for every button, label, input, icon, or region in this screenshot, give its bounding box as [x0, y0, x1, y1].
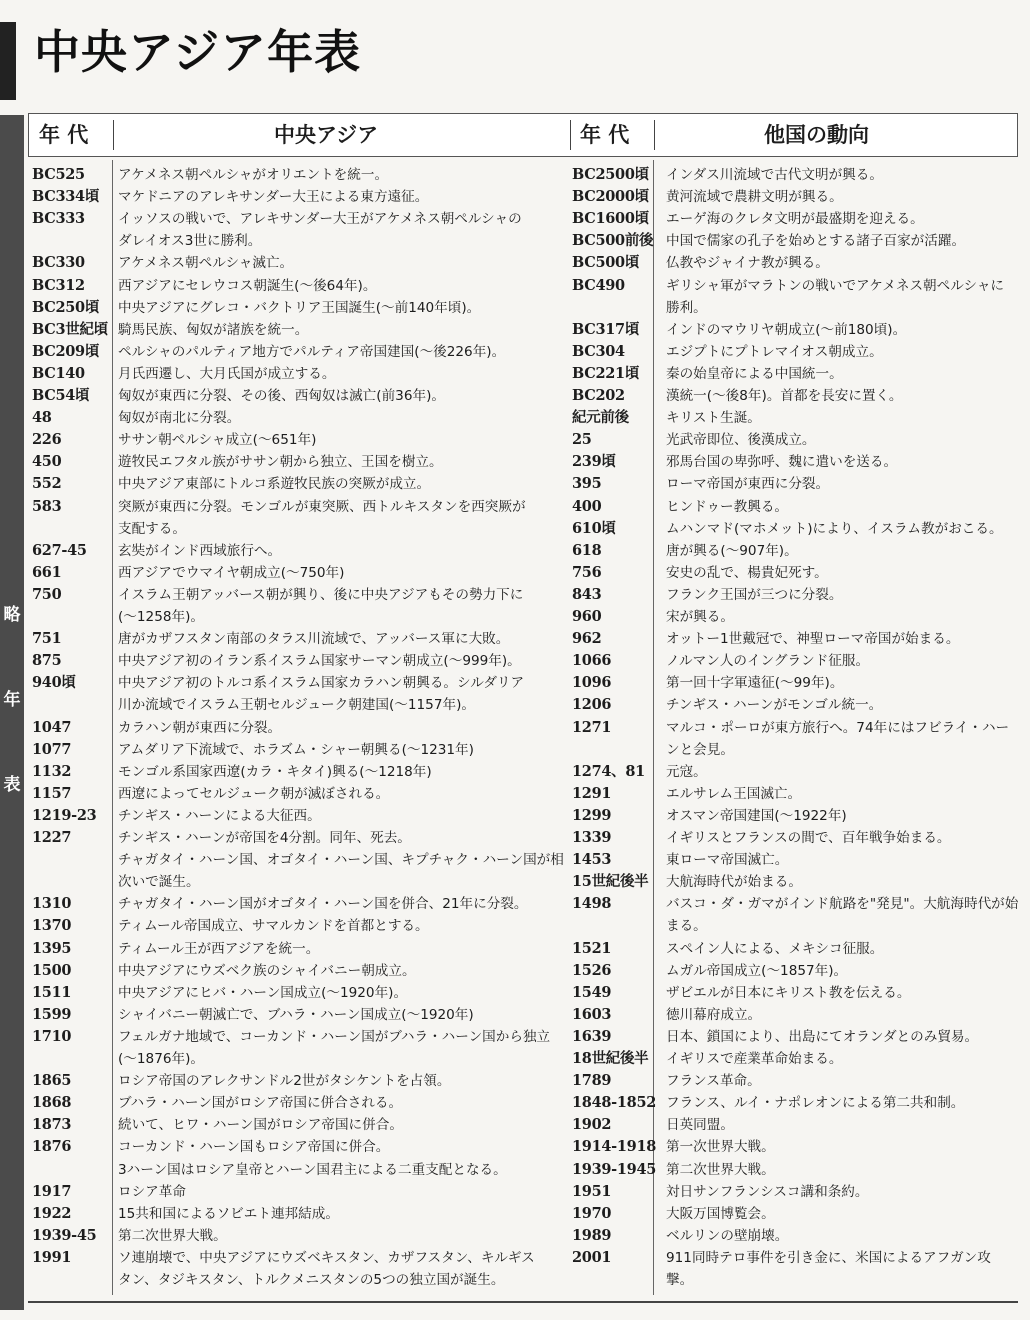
- central-asia-event-text: 中央アジア初のトルコ系イスラム国家カラハン朝興る。シルダリア: [118, 675, 525, 692]
- central-asia-event-text: 玄奘がインド西域旅行へ。: [118, 542, 282, 559]
- world-year: 15世紀後半: [572, 873, 649, 891]
- central-asia-event-text: ティムール帝国成立、サマルカンドを首都とする。: [118, 918, 429, 935]
- central-asia-event-text: イッソスの戦いで、アレキサンダー大王がアケメネス朝ペルシャの: [118, 211, 522, 228]
- world-event-text: チンギス・ハーンがモンゴル統一。: [666, 697, 883, 714]
- central-asia-year: BC54頃: [32, 387, 90, 404]
- central-asia-year: 1511: [32, 983, 72, 1001]
- world-event-text: 勝利。: [666, 299, 707, 316]
- central-asia-event-text: 支配する。: [118, 520, 186, 537]
- central-asia-year: 583: [32, 497, 62, 515]
- world-event-text: フランク王国が三つに分裂。: [666, 586, 843, 603]
- header-divider: [113, 120, 114, 150]
- central-asia-event-text: (〜1876年)。: [118, 1051, 204, 1067]
- central-asia-event-text: 次いで誕生。: [118, 874, 200, 891]
- world-year: 1291: [572, 784, 612, 802]
- world-event-text: エジプトにプトレマイオス朝成立。: [666, 343, 883, 360]
- header-era-left: 年 代: [39, 123, 89, 147]
- world-year: 1970: [572, 1204, 612, 1222]
- world-year: 1498: [572, 895, 612, 913]
- world-year: BC490: [572, 276, 625, 294]
- side-label-2: 年: [3, 690, 21, 710]
- central-asia-event-text: 遊牧民エフタル族がササン朝から独立、王国を樹立。: [118, 454, 443, 471]
- world-event-text: 中国で儒家の孔子を始めとする諸子百家が活躍。: [666, 233, 966, 250]
- world-event-text: ムガル帝国成立(〜1857年)。: [666, 962, 848, 979]
- world-event-text: 仏教やジャイナ教が興る。: [666, 255, 829, 272]
- central-asia-event-text: ブハラ・ハーン国がロシア帝国に併合される。: [118, 1095, 403, 1112]
- world-year: BC304: [572, 342, 625, 360]
- world-year: BC500頃: [572, 254, 640, 272]
- world-event-text: 邪馬台国の卑弥呼、魏に遣いを送る。: [666, 454, 898, 471]
- world-year: 1639: [572, 1027, 612, 1045]
- central-asia-year: 1157: [32, 784, 72, 802]
- world-year: 1951: [572, 1182, 612, 1200]
- world-year: 紀元前後: [572, 409, 629, 427]
- world-year: 395: [572, 475, 602, 493]
- header-era-right: 年 代: [580, 123, 630, 147]
- world-year: 962: [572, 630, 602, 648]
- world-event-text: ギリシャ軍がマラトンの戦いでアケメネス朝ペルシャに: [666, 277, 1005, 294]
- central-asia-event-text: ペルシャのパルティア地方でパルティア帝国建国(〜後226年)。: [118, 343, 506, 360]
- world-year: 1902: [572, 1116, 612, 1134]
- central-asia-year: 1922: [32, 1204, 72, 1222]
- central-asia-year: 1395: [32, 939, 72, 957]
- timeline-table: [28, 164, 1018, 1294]
- central-asia-year: 450: [32, 453, 62, 471]
- world-year: 1526: [572, 961, 612, 979]
- world-year: 1096: [572, 674, 612, 692]
- central-asia-year: BC525: [32, 166, 85, 183]
- central-asia-event-text: ササン朝ペルシャ成立(〜651年): [118, 432, 317, 449]
- central-asia-year: 1710: [32, 1027, 72, 1045]
- world-event-text: 東ローマ帝国滅亡。: [666, 852, 789, 869]
- world-event-text: 第一回十字軍遠征(〜99年)。: [666, 675, 844, 692]
- world-event-text: 第一次世界大戦。: [666, 1139, 775, 1156]
- world-year: 1789: [572, 1072, 612, 1090]
- central-asia-event-text: 第二次世界大戦。: [118, 1227, 227, 1244]
- world-event-text: オスマン帝国建国(〜1922年): [666, 807, 847, 824]
- central-asia-year: 1868: [32, 1094, 72, 1112]
- central-asia-event-text: チンギス・ハーンが帝国を4分割。同年、死去。: [118, 830, 411, 846]
- central-asia-event-text: ダレイオス3世に勝利。: [118, 233, 262, 250]
- world-year: BC1600頃: [572, 210, 649, 228]
- central-asia-year: 48: [32, 409, 52, 427]
- central-asia-year: 627-45: [32, 541, 87, 559]
- central-asia-event-text: タン、タジキスタン、トルクメニスタンの5つの独立国が誕生。: [118, 1272, 505, 1288]
- central-asia-event-text: チャガタイ・ハーン国、オゴタイ・ハーン国、キプチャク・ハーン国が相: [118, 852, 564, 869]
- central-asia-event-text: 15共和国によるソビエト連邦結成。: [118, 1205, 339, 1222]
- central-asia-year: 1310: [32, 895, 72, 913]
- central-asia-year: 1865: [32, 1072, 72, 1090]
- central-asia-year: BC330: [32, 254, 85, 272]
- world-event-text: ベルリンの壁崩壊。: [666, 1227, 789, 1244]
- central-asia-event-text: アケメネス朝ペルシャがオリエントを統一。: [118, 167, 389, 183]
- central-asia-event-text: 中央アジアにウズベク族のシャイバニー朝成立。: [118, 962, 416, 979]
- world-year: 1453: [572, 851, 612, 869]
- central-asia-event-text: アケメネス朝ペルシャ滅亡。: [118, 255, 294, 272]
- central-asia-year: 1219-23: [32, 806, 97, 824]
- world-event-text: 安史の乱で、楊貴妃死す。: [666, 564, 828, 581]
- bottom-rule: [28, 1301, 1018, 1303]
- world-year: 1848-1852: [572, 1094, 657, 1112]
- world-event-text: 第二次世界大戦。: [666, 1161, 775, 1178]
- header-divider: [654, 120, 655, 150]
- table-header: [28, 113, 1018, 157]
- world-event-text: 対日サンフランシスコ講和条約。: [666, 1183, 869, 1200]
- central-asia-event-text: マケドニアのアレキサンダー大王による東方遠征。: [118, 189, 429, 206]
- title-accent-bar: [0, 22, 16, 100]
- world-event-text: 撃。: [666, 1272, 694, 1288]
- world-year: 1299: [572, 806, 612, 824]
- central-asia-year: BC333: [32, 210, 85, 228]
- central-asia-event-text: 西遼によってセルジューク朝が滅ぼされる。: [118, 785, 390, 802]
- side-tab: [0, 115, 24, 1310]
- central-asia-year: 1991: [32, 1248, 72, 1266]
- central-asia-event-text: 中央アジアにヒバ・ハーン国成立(〜1920年)。: [118, 984, 408, 1001]
- world-event-text: フランス革命。: [666, 1073, 761, 1090]
- world-year: 239頃: [572, 453, 616, 471]
- world-event-text: 911同時テロ事件を引き金に、米国によるアフガン攻: [666, 1249, 991, 1266]
- central-asia-event-text: モンゴル系国家西遼(カラ・キタイ)興る(〜1218年): [118, 763, 432, 780]
- world-event-text: 大阪万国博覧会。: [666, 1205, 775, 1222]
- world-year: BC221頃: [572, 364, 640, 382]
- central-asia-event-text: 中央アジア東部にトルコ系遊牧民族の突厥が成立。: [118, 476, 431, 493]
- central-asia-year: BC3世紀頃: [32, 320, 108, 338]
- central-asia-event-text: アムダリア下流域で、ホラズム・シャー朝興る(〜1231年): [118, 741, 474, 758]
- central-asia-event-text: 匈奴が南北に分裂。: [118, 410, 241, 427]
- world-event-text: 漢統一(〜後8年)。首都を長安に置く。: [666, 388, 903, 404]
- world-year: BC2000頃: [572, 188, 649, 206]
- world-year: BC2500頃: [572, 166, 649, 183]
- side-label-3: 表: [3, 775, 21, 795]
- world-event-text: 日英同盟。: [666, 1117, 734, 1134]
- central-asia-year: BC250頃: [32, 298, 100, 316]
- central-asia-event-text: カラハン朝が東西に分裂。: [118, 719, 282, 736]
- central-asia-event-text: (〜1258年)。: [118, 609, 204, 625]
- world-event-text: ムハンマド(マホメット)により、イスラム教がおこる。: [666, 520, 1003, 537]
- central-asia-event-text: コーカンド・ハーン国もロシア帝国に併合。: [118, 1139, 390, 1156]
- central-asia-event-text: イスラム王朝アッバース朝が興り、後に中央アジアもその勢力下に: [118, 586, 524, 603]
- world-event-text: ヒンドゥー教興る。: [666, 498, 789, 515]
- world-year: 400: [572, 497, 602, 515]
- world-event-text: バスコ・ダ・ガマがインド航路を"発見"。大航海時代が始: [666, 896, 1019, 913]
- world-event-text: インダス川流域で古代文明が興る。: [666, 167, 883, 183]
- central-asia-year: BC334頃: [32, 188, 100, 206]
- central-asia-event-text: シャイバニー朝滅亡で、ブハラ・ハーン国成立(〜1920年): [118, 1006, 474, 1023]
- central-asia-event-text: チャガタイ・ハーン国がオゴタイ・ハーン国を併合、21年に分裂。: [118, 896, 528, 913]
- central-asia-year: 1876: [32, 1138, 72, 1156]
- world-event-text: ノルマン人のイングランド征服。: [666, 653, 870, 670]
- central-asia-year: 1500: [32, 961, 72, 979]
- world-year: 1549: [572, 983, 612, 1001]
- world-event-text: 黄河流域で農耕文明が興る。: [666, 189, 843, 206]
- world-year: BC317頃: [572, 320, 640, 338]
- central-asia-event-text: 西アジアにセレウコス朝誕生(〜後64年)。: [118, 277, 377, 294]
- central-asia-event-text: 中央アジアにグレコ・バクトリア王国誕生(〜前140年頃)。: [118, 299, 481, 316]
- central-asia-year: 1132: [32, 762, 72, 780]
- world-event-text: フランス、ルイ・ナポレオンによる第二共和制。: [666, 1095, 965, 1112]
- central-asia-event-text: ロシア帝国のアレクサンドル2世がタシケントを占領。: [118, 1073, 451, 1090]
- central-asia-year: BC140: [32, 364, 85, 382]
- world-year: 1914-1918: [572, 1138, 657, 1156]
- world-event-text: イギリスで産業革命始まる。: [666, 1051, 843, 1067]
- world-event-text: 光武帝即位、後漢成立。: [666, 432, 816, 449]
- world-year: 756: [572, 563, 602, 581]
- central-asia-event-text: 匈奴が東西に分裂、その後、西匈奴は滅亡(前36年)。: [118, 388, 445, 404]
- central-asia-event-text: 月氏西遷し、大月氏国が成立する。: [118, 365, 336, 382]
- world-year: 1989: [572, 1226, 612, 1244]
- central-asia-year: BC209頃: [32, 342, 100, 360]
- world-event-text: 日本、鎖国により、出島にてオランダとのみ貿易。: [666, 1028, 979, 1045]
- central-asia-year: 940頃: [32, 674, 76, 692]
- world-event-text: マルコ・ポーロが東方旅行へ。74年にはフビライ・ハー: [666, 719, 1010, 736]
- central-asia-event-text: 中央アジア初のイラン系イスラム国家サーマン朝成立(〜999年)。: [118, 653, 521, 670]
- central-asia-event-text: 唐がカザフスタン南部のタラス川流域で、アッバース軍に大敗。: [118, 631, 510, 648]
- central-asia-year: 1873: [32, 1116, 72, 1134]
- central-asia-year: 1227: [32, 829, 72, 846]
- central-asia-year: 1370: [32, 917, 72, 935]
- world-year: 25: [572, 431, 592, 449]
- world-event-text: ンと会見。: [666, 741, 734, 758]
- central-asia-year: 661: [32, 563, 62, 581]
- world-event-text: ローマ帝国が東西に分裂。: [666, 476, 830, 493]
- world-year: 843: [572, 585, 602, 603]
- central-asia-event-text: フェルガナ地域で、コーカンド・ハーン国がブハラ・ハーン国から独立: [118, 1028, 551, 1045]
- central-asia-year: 1599: [32, 1005, 72, 1023]
- central-asia-year: 226: [32, 431, 62, 449]
- world-event-text: エルサレム王国滅亡。: [666, 785, 802, 802]
- world-event-text: 唐が興る(〜907年)。: [666, 542, 798, 559]
- central-asia-event-text: ロシア革命: [118, 1183, 186, 1200]
- world-year: 960: [572, 608, 602, 625]
- central-asia-year: 1047: [32, 718, 72, 736]
- central-asia-event-text: 続いて、ヒワ・ハーン国がロシア帝国に併合。: [118, 1117, 403, 1134]
- world-year: 18世紀後半: [572, 1050, 649, 1067]
- world-year: 1271: [572, 718, 612, 736]
- world-year: 1521: [572, 939, 612, 957]
- central-asia-year: 1917: [32, 1182, 72, 1200]
- central-asia-year: 1939-45: [32, 1226, 97, 1244]
- world-year: 610頃: [572, 519, 616, 537]
- central-asia-year: 875: [32, 652, 62, 670]
- world-event-text: キリスト生誕。: [666, 410, 761, 427]
- world-year: 1066: [572, 652, 612, 670]
- world-year: 1274、81: [572, 762, 645, 780]
- central-asia-year: 552: [32, 475, 62, 493]
- world-event-text: 徳川幕府成立。: [666, 1006, 762, 1023]
- header-central-asia: 中央アジア: [274, 123, 379, 147]
- world-event-text: 秦の始皇帝による中国統一。: [666, 365, 843, 382]
- world-year: BC202: [572, 387, 625, 404]
- central-asia-year: 1077: [32, 740, 72, 758]
- central-asia-year: 751: [32, 630, 62, 648]
- world-event-text: オットー1世戴冠で、神聖ローマ帝国が始まる。: [666, 631, 960, 648]
- central-asia-event-text: チンギス・ハーンによる大征西。: [118, 807, 321, 824]
- central-asia-event-text: ソ連崩壊で、中央アジアにウズベキスタン、カザフスタン、キルギス: [118, 1249, 535, 1266]
- world-event-text: まる。: [666, 918, 707, 935]
- side-label-1: 略: [3, 605, 21, 625]
- world-year: 1339: [572, 829, 612, 846]
- world-event-text: ザビエルが日本にキリスト教を伝える。: [666, 984, 911, 1001]
- world-year: BC500前後: [572, 232, 654, 250]
- world-year: 1603: [572, 1005, 612, 1023]
- central-asia-event-text: 川か流域でイスラム王朝セルジューク朝建国(〜1157年)。: [118, 697, 475, 714]
- header-world-trends: 他国の動向: [764, 123, 869, 147]
- world-year: 1206: [572, 696, 612, 714]
- world-year: 618: [572, 541, 602, 559]
- world-year: 2001: [572, 1248, 612, 1266]
- world-event-text: 元寇。: [666, 763, 707, 780]
- world-event-text: 大航海時代が始まる。: [666, 874, 802, 891]
- central-asia-year: BC312: [32, 276, 85, 294]
- world-year: 1939-1945: [572, 1160, 657, 1178]
- world-event-text: インドのマウリヤ朝成立(〜前180頃)。: [666, 321, 907, 338]
- central-asia-year: 750: [32, 585, 62, 603]
- header-divider: [570, 120, 571, 150]
- central-asia-event-text: 突厥が東西に分裂。モンゴルが東突厥、西トルキスタンを西突厥が: [118, 498, 526, 515]
- world-event-text: イギリスとフランスの間で、百年戦争始まる。: [666, 830, 951, 846]
- central-asia-event-text: ティムール王が西アジアを統一。: [118, 940, 320, 957]
- central-asia-event-text: 3ハーン国はロシア皇帝とハーン国君主による二重支配となる。: [118, 1161, 507, 1178]
- world-event-text: 宋が興る。: [666, 609, 734, 625]
- central-asia-event-text: 騎馬民族、匈奴が諸族を統一。: [118, 321, 309, 338]
- page-title: 中央アジア年表: [34, 25, 362, 79]
- world-event-text: エーゲ海のクレタ文明が最盛期を迎える。: [666, 211, 924, 228]
- world-event-text: スペイン人による、メキシコ征服。: [666, 940, 884, 957]
- central-asia-event-text: 西アジアでウマイヤ朝成立(〜750年): [118, 564, 345, 581]
